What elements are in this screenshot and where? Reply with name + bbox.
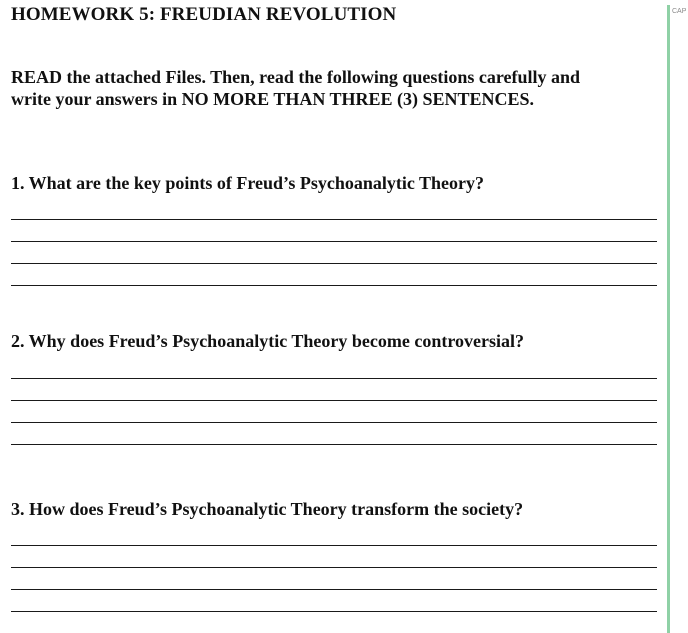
answer-line-2-3[interactable] bbox=[11, 422, 657, 423]
question-3: 3. How does Freud’s Psychoanalytic Theory transform the society? bbox=[11, 499, 524, 519]
answer-line-2-2[interactable] bbox=[11, 400, 657, 401]
answer-line-1-3[interactable] bbox=[11, 263, 657, 264]
side-margin-bar bbox=[667, 5, 670, 633]
answer-line-1-1[interactable] bbox=[11, 219, 657, 220]
answer-line-1-2[interactable] bbox=[11, 241, 657, 242]
answer-line-3-2[interactable] bbox=[11, 567, 657, 568]
answer-line-3-1[interactable] bbox=[11, 545, 657, 546]
worksheet-title: HOMEWORK 5: FREUDIAN REVOLUTION bbox=[11, 4, 397, 25]
instructions bbox=[11, 66, 661, 110]
answer-line-2-4[interactable] bbox=[11, 444, 657, 445]
answer-line-3-4[interactable] bbox=[11, 611, 657, 612]
corner-tag: CAP bbox=[672, 8, 687, 15]
instructions-line-2: write your answers in NO MORE THAN THREE (3) SENTENCES. bbox=[11, 89, 535, 109]
answer-line-1-4[interactable] bbox=[11, 285, 657, 286]
answer-line-3-3[interactable] bbox=[11, 589, 657, 590]
instructions-line-1: READ the attached Files. Then, read the following questions carefully and bbox=[11, 67, 581, 87]
question-2: 2. Why does Freud’s Psychoanalytic Theory become controversial? bbox=[11, 331, 524, 351]
question-1: 1. What are the key points of Freud’s Psychoanalytic Theory? bbox=[11, 173, 485, 193]
answer-line-2-1[interactable] bbox=[11, 378, 657, 379]
